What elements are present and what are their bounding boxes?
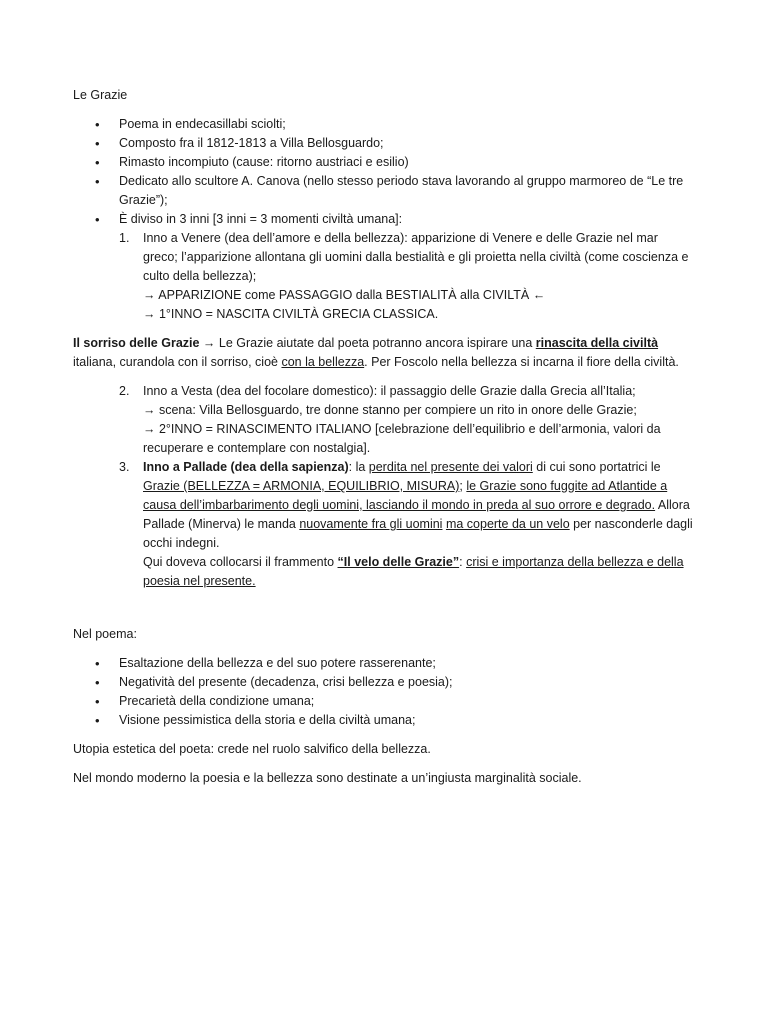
bullet-item: • Precarietà della condizione umana;	[73, 692, 693, 711]
bullet-item: • Rimasto incompiuto (cause: ritorno austriaci e esilio)	[73, 153, 693, 172]
inno-vesta-text: Inno a Vesta (dea del focolare domestico): il passaggio delle Grazie dalla Grecia all’Italia;	[143, 384, 636, 398]
bullet-item: • Poema in endecasillabi sciolti;	[73, 115, 693, 134]
item-number: 2.	[119, 384, 130, 398]
sorriso-paragraph	[73, 334, 693, 372]
velo-title: “Il velo delle Grazie”	[337, 555, 460, 569]
sorriso-heading: Il sorriso delle Grazie	[73, 336, 200, 350]
text-run: : la	[348, 460, 369, 474]
text-run: ;	[459, 479, 467, 493]
text-run: italiana, curandola con il sorriso, cioè	[73, 355, 282, 369]
bullet-item: • È diviso in 3 inni [3 inni = 3 momenti civiltà umana]:	[73, 210, 693, 229]
text-run: Allora Pallade (Minerva) le manda	[143, 498, 690, 531]
utopia-paragraph: Utopia estetica del poeta: crede nel ruolo salvifico della bellezza.	[73, 742, 431, 756]
inno-vesta-line2: → scena: Villa Bellosguardo, tre donne stanno per compiere un rito in onore delle Grazie;	[143, 403, 637, 417]
inno-pallade-text	[143, 458, 693, 553]
inno-pallade-item	[73, 458, 693, 591]
underlined-text: Grazie (BELLEZZA = ARMONIA, EQUILIBRIO, MISURA)	[143, 479, 460, 493]
underlined-text: nuovamente fra gli uomini	[299, 517, 443, 531]
mondo-paragraph: Nel mondo moderno la poesia e la bellezza sono destinate a un’ingiusta marginalità sociale.	[73, 771, 582, 785]
text-run: . Per Foscolo nella bellezza si incarna il fiore della civiltà.	[364, 355, 679, 369]
underlined-text: ma coperte da un velo	[445, 517, 570, 531]
text-run: :	[459, 555, 467, 569]
inno-pallade-heading: Inno a Pallade (dea della sapienza)	[143, 460, 349, 474]
text-run: per nasconderle dagli occhi indegni.	[143, 517, 693, 550]
nel-poema-heading: Nel poema:	[73, 627, 137, 641]
inno-venere-text: Inno a Venere (dea dell’amore e della bellezza): apparizione di Venere e delle Grazie nel mar greco; l’apparizione allontana gli uomini dalla bestialità e gli proietta nella civiltà (come coscienza e culto della bellezza);	[143, 231, 689, 283]
inno-vesta-line3: → 2°INNO = RINASCIMENTO ITALIANO [celebrazione dell’equilibrio e dell’armonia, valori da recuperare e contemplare con nostalgia].	[143, 422, 661, 455]
underlined-text: rinascita della civiltà	[535, 336, 659, 350]
intro-bullet-list	[73, 115, 693, 229]
underlined-text: le Grazie sono fuggite ad Atlantide a causa dell’imbarbarimento degli uomini, lasciando il mondo in preda al suo orrore e degrado.	[143, 479, 668, 512]
inno-venere-item	[73, 229, 693, 324]
bullet-item: • Esaltazione della bellezza e del suo potere rasserenante;	[73, 654, 693, 673]
underlined-text: crisi e importanza della bellezza e della poesia nel presente.	[143, 555, 684, 588]
velo-line	[143, 553, 693, 591]
bullet-item: • Negatività del presente (decadenza, crisi bellezza e poesia);	[73, 673, 693, 692]
poema-bullet-list	[73, 654, 693, 730]
underlined-text: perdita nel presente dei valori	[368, 460, 533, 474]
text-run: di cui sono portatrici le	[532, 460, 661, 474]
underlined-text: con la bellezza	[281, 355, 365, 369]
document-body	[73, 86, 693, 798]
inno-venere-line3: → 1°INNO = NASCITA CIVILTÀ GRECIA CLASSICA.	[143, 307, 439, 321]
text-run: → Le Grazie aiutate dal poeta potranno ancora ispirare una	[199, 336, 536, 350]
bullet-item: • Composto fra il 1812-1813 a Villa Bellosguardo;	[73, 134, 693, 153]
document-title: Le Grazie	[73, 88, 128, 102]
bullet-item: • Dedicato allo scultore A. Canova (nello stesso periodo stava lavorando al gruppo marmoreo de “Le tre Grazie”);	[73, 172, 693, 210]
item-number: 1.	[119, 231, 130, 245]
inno-vesta-item	[73, 382, 693, 458]
inno-venere-line2: → APPARIZIONE come PASSAGGIO dalla BESTIALITÀ alla CIVILTÀ ←	[143, 288, 546, 302]
bullet-item: • Visione pessimistica della storia e della civiltà umana;	[73, 711, 693, 730]
item-number: 3.	[119, 460, 130, 474]
text-run: Qui doveva collocarsi il frammento	[143, 555, 338, 569]
